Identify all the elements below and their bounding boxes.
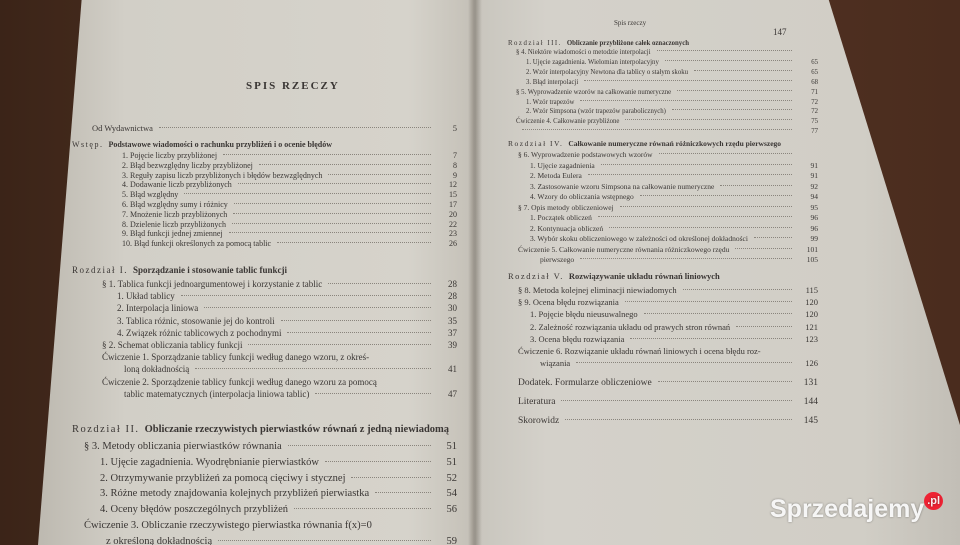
entry-title: 6. Błąd względny sumy i różnicy xyxy=(122,200,228,209)
entry-page: 23 xyxy=(449,229,457,239)
entry-title: 3. Błąd interpolacji xyxy=(526,78,579,86)
toc-entry[interactable] xyxy=(92,124,457,133)
entry-page: 52 xyxy=(446,472,457,484)
toc-entry[interactable] xyxy=(530,172,818,180)
entry-title: 1. Pojęcie liczby przybliżonej xyxy=(122,151,218,160)
leader-dots xyxy=(630,338,792,339)
entry-page: 20 xyxy=(449,209,457,219)
leader-dots xyxy=(565,419,792,420)
entry-page: 7 xyxy=(453,151,457,160)
toc-entry[interactable] xyxy=(102,378,457,388)
leader-dots xyxy=(580,100,792,101)
leader-dots xyxy=(658,381,792,382)
leader-dots xyxy=(184,193,431,194)
entry-title: 3. Tablica różnic, stosowanie jej do kontroli xyxy=(117,315,275,326)
toc-entry[interactable] xyxy=(526,108,818,115)
entry-title: 1. Pojęcie błędu nieusuwalnego xyxy=(530,309,638,320)
leader-dots xyxy=(625,119,792,120)
watermark-suffix: .pl xyxy=(924,492,943,510)
entry-title: Od Wydawnictwa xyxy=(92,123,153,133)
leader-dots xyxy=(609,227,792,228)
entry-page: 91 xyxy=(810,160,818,170)
chapter-title: Obliczanie przybliżone całek oznaczonych xyxy=(566,40,690,47)
leader-dots xyxy=(584,80,792,81)
entry-page: 105 xyxy=(806,255,818,264)
entry-title: § 6. Wyprowadzenie podstawowych wzorów xyxy=(518,150,653,159)
entry-title: § 5. Wyprowadzenie wzorów na całkowanie numeryczne xyxy=(516,88,672,96)
toc-entry[interactable] xyxy=(518,286,818,295)
entry-title: Ćwiczenie 2. Sporządzenie tablicy funkcji według danego wzoru za pomocą xyxy=(102,376,377,387)
entry-page: 72 xyxy=(811,98,818,106)
running-head: Spis rzeczy xyxy=(614,19,647,27)
entry-title: Ćwiczenie 1. Sporządzanie tablicy funkcji według danego wzoru, z okreś- xyxy=(102,352,370,363)
entry-page: 94 xyxy=(810,192,818,201)
entry-title: 2. Wzór Simpsona (wzór trapezów parabolicznych) xyxy=(526,108,666,116)
chapter-heading xyxy=(508,40,689,47)
entry-page: 26 xyxy=(449,239,457,249)
toc-entry[interactable] xyxy=(518,298,818,307)
leader-dots xyxy=(328,283,431,284)
toc-entry[interactable] xyxy=(100,504,457,516)
entry-page: 65 xyxy=(811,58,818,66)
entry-page: 30 xyxy=(448,303,457,314)
toc-entry[interactable] xyxy=(84,441,457,453)
leader-dots xyxy=(625,301,792,302)
leader-dots xyxy=(657,50,792,51)
entry-title: 3. Różne metody znajdowania kolejnych przybliżeń pierwiastka xyxy=(100,488,370,500)
leader-dots xyxy=(204,307,431,308)
leader-dots xyxy=(683,289,792,290)
chapter-heading xyxy=(72,266,287,276)
entry-title: 7. Mnożenie liczb przybliżonych xyxy=(122,209,228,219)
chapter-label: Rozdział III. xyxy=(508,40,562,47)
entry-title: 1. Ujęcie zagadnienia xyxy=(530,160,595,170)
entry-page: 47 xyxy=(448,388,457,399)
entry-page: 144 xyxy=(803,397,818,407)
chapter-title: Rozwiązywanie układu równań liniowych xyxy=(568,271,720,281)
watermark-brand: Sprzedajemy xyxy=(770,495,925,523)
toc-entry[interactable] xyxy=(530,214,818,222)
leader-dots xyxy=(644,313,792,314)
toc-entry[interactable] xyxy=(102,341,457,351)
toc-entry-continuation[interactable] xyxy=(106,536,457,545)
entry-page: 145 xyxy=(803,416,818,426)
leader-dots xyxy=(580,258,792,259)
entry-title: 3. Ocena błędu rozwiązania xyxy=(530,333,625,344)
leader-dots xyxy=(522,129,792,130)
leader-dots xyxy=(576,362,792,363)
entry-title: 2. Wzór interpolacyjny Newtona dla tablicy o stałym skoku xyxy=(526,68,689,76)
toc-entry[interactable] xyxy=(518,151,818,159)
leader-dots xyxy=(659,153,792,154)
leader-dots xyxy=(736,326,792,327)
book-gutter xyxy=(468,0,482,545)
entry-title-continuation: pierwszego xyxy=(540,255,575,264)
chapter-title: Sporządzanie i stosowanie tablic funkcji xyxy=(133,265,288,275)
watermark-logo xyxy=(770,495,943,524)
entry-page: 65 xyxy=(811,68,818,76)
entry-title: 1. Wzór trapezów xyxy=(526,98,575,106)
entry-title: Literatura xyxy=(518,397,556,407)
entry-page: 54 xyxy=(446,488,457,500)
leader-dots xyxy=(277,242,431,243)
entry-page: 96 xyxy=(810,223,818,233)
entry-title: 1. Układ tablicy xyxy=(117,291,175,302)
toc-entry[interactable] xyxy=(530,335,818,344)
toc-entry[interactable] xyxy=(526,59,818,66)
chapter-title: Podstawowe wiadomości o rachunku przybliżeń i o ocenie błędów xyxy=(108,140,332,149)
entry-title: 3. Reguły zapisu liczb przybliżonych i błędów bezwzględnych xyxy=(122,170,323,180)
toc-entry[interactable] xyxy=(122,181,457,190)
chapter-label: Rozdział II. xyxy=(72,424,140,435)
leader-dots xyxy=(181,295,431,296)
leader-dots xyxy=(232,223,431,224)
leader-dots xyxy=(287,332,431,333)
toc-entry[interactable] xyxy=(518,246,818,254)
entry-page: 77 xyxy=(811,128,818,136)
entry-page: 96 xyxy=(810,213,818,222)
leader-dots xyxy=(375,492,431,493)
entry-title: 2. Błąd bezwzględny liczby przybliżonej xyxy=(122,160,253,170)
toc-entry[interactable] xyxy=(516,49,818,56)
toc-entry[interactable] xyxy=(526,99,818,106)
entry-title: 3. Wybór skoku obliczeniowego w zależności od określonej dokładności xyxy=(530,234,748,243)
chapter-heading xyxy=(72,141,332,150)
entry-page: 28 xyxy=(448,279,457,289)
entry-page: 71 xyxy=(811,88,818,96)
chapter-heading xyxy=(508,272,720,281)
toc-entry-continuation[interactable] xyxy=(540,359,818,368)
toc-entry[interactable] xyxy=(518,416,818,426)
entry-page: 91 xyxy=(810,171,818,180)
toc-entry[interactable] xyxy=(100,457,457,469)
entry-title: 4. Dodawanie liczb przybliżonych xyxy=(122,180,232,190)
toc-entry[interactable] xyxy=(516,128,818,135)
entry-page: 121 xyxy=(805,321,818,332)
entry-title: 2. Interpolacja liniowa xyxy=(117,303,199,314)
leader-dots xyxy=(735,248,792,249)
chapter-heading xyxy=(72,424,449,436)
entry-title: § 1. Tablica funkcji jednoargumentowej i korzystanie z tablic xyxy=(102,279,323,289)
toc-entry[interactable] xyxy=(117,304,457,314)
entry-title: 9. Błąd funkcji jednej zmiennej xyxy=(122,229,223,239)
toc-entry[interactable] xyxy=(122,152,457,161)
entry-title: § 8. Metoda kolejnej eliminacji niewiadomych xyxy=(518,285,677,295)
toc-entry[interactable] xyxy=(84,520,457,532)
toc-entry[interactable] xyxy=(530,183,818,191)
leader-dots xyxy=(672,109,792,110)
chapter-title: Całkowanie numeryczne równań różniczkowych rzędu pierwszego xyxy=(568,139,782,148)
toc-entry[interactable] xyxy=(530,193,818,201)
leader-dots xyxy=(234,203,431,204)
entry-page: 123 xyxy=(805,333,818,344)
entry-title: Ćwiczenie 4. Całkowanie przybliżone xyxy=(516,118,620,126)
entry-page: 41 xyxy=(448,364,457,375)
toc-entry[interactable] xyxy=(530,323,818,332)
toc-entry[interactable] xyxy=(117,317,457,327)
leader-dots xyxy=(315,393,431,394)
leader-dots xyxy=(218,540,431,541)
toc-entry[interactable] xyxy=(526,79,818,86)
leader-dots xyxy=(601,164,792,165)
entry-page: 28 xyxy=(448,291,457,302)
entry-page: 51 xyxy=(446,456,457,468)
entry-title: 4. Wzory do obliczania wstępnego xyxy=(530,192,634,201)
entry-title: 4. Oceny błędów poszczególnych przybliżeń xyxy=(100,504,289,516)
entry-title-continuation: tablic matematycznych (interpolacja liniowa tablic) xyxy=(124,388,310,399)
toc-entry-continuation[interactable] xyxy=(540,256,818,264)
entry-title: § 7. Opis metody obliczeniowej xyxy=(518,202,614,212)
toc-entry[interactable] xyxy=(102,280,457,290)
leader-dots xyxy=(665,60,792,61)
entry-title: § 2. Schemat obliczania tablicy funkcji xyxy=(102,340,243,350)
toc-entry[interactable] xyxy=(530,162,818,170)
leader-dots xyxy=(694,70,792,71)
leader-dots xyxy=(248,344,431,345)
leader-dots xyxy=(233,213,431,214)
chapter-label: Wstęp. xyxy=(72,140,104,149)
toc-entry[interactable] xyxy=(518,378,818,388)
entry-title: 8. Dzielenie liczb przybliżonych xyxy=(122,219,226,229)
entry-page: 120 xyxy=(805,297,818,308)
entry-page: 68 xyxy=(811,78,818,86)
toc-entry[interactable] xyxy=(122,240,457,249)
entry-page: 75 xyxy=(811,118,818,126)
entry-title: 10. Błąd funkcji określonych za pomocą tablic xyxy=(122,239,272,249)
chapter-label: Rozdział V. xyxy=(508,271,564,281)
entry-page: 51 xyxy=(446,441,457,452)
leader-dots xyxy=(754,237,792,238)
leader-dots xyxy=(195,368,431,369)
leader-dots xyxy=(598,216,792,217)
toc-entry[interactable] xyxy=(117,329,457,339)
toc-entry[interactable] xyxy=(122,230,457,239)
entry-title: 2. Otrzymywanie przybliżeń za pomocą cięciwy i stycznej xyxy=(100,472,346,484)
leader-dots xyxy=(325,461,431,462)
entry-page: 9 xyxy=(453,170,457,180)
entry-title: § 3. Metody obliczania pierwiastków równania xyxy=(84,441,282,452)
entry-page: 59 xyxy=(446,535,457,545)
toc-entry[interactable] xyxy=(516,118,818,125)
leader-dots xyxy=(720,185,792,186)
toc-entry-continuation[interactable] xyxy=(124,365,457,375)
leader-dots xyxy=(288,445,431,446)
chapter-label: Rozdział IV. xyxy=(508,139,564,148)
entry-page: 101 xyxy=(806,244,818,254)
toc-entry[interactable] xyxy=(122,172,457,181)
leader-dots xyxy=(259,164,431,165)
leader-dots xyxy=(223,154,431,155)
entry-page: 15 xyxy=(449,190,457,200)
toc-entry[interactable] xyxy=(530,310,818,319)
toc-entry[interactable] xyxy=(122,191,457,200)
entry-title: Dodatek. Formularze obliczeniowe xyxy=(518,378,652,388)
entry-title: 2. Metoda Eulera xyxy=(530,171,582,180)
toc-entry[interactable] xyxy=(117,292,457,302)
entry-page: 72 xyxy=(811,108,818,116)
entry-page: 131 xyxy=(803,378,818,388)
toc-entry[interactable] xyxy=(122,211,457,220)
entry-page: 115 xyxy=(805,285,818,295)
entry-page: 99 xyxy=(810,234,818,243)
entry-title: 5. Błąd względny xyxy=(122,190,179,200)
entry-title: 2. Zależność rozwiązania układu od prawych stron równań xyxy=(530,321,731,332)
page-title: SPIS RZECZY xyxy=(246,80,340,92)
entry-page: 39 xyxy=(448,340,457,350)
entry-title: § 4. Niektóre wiadomości o metodzie interpolacji xyxy=(516,49,651,56)
entry-title-continuation: wiązania xyxy=(540,358,571,369)
toc-entry[interactable] xyxy=(122,162,457,171)
entry-page: 35 xyxy=(448,315,457,326)
toc-entry[interactable] xyxy=(100,488,457,500)
leader-dots xyxy=(561,400,792,401)
leader-dots xyxy=(238,183,431,184)
leader-dots xyxy=(281,320,431,321)
toc-entry[interactable] xyxy=(526,69,818,76)
entry-page: 12 xyxy=(449,180,457,190)
entry-page: 95 xyxy=(810,202,818,212)
leader-dots xyxy=(588,174,792,175)
leader-dots xyxy=(351,477,431,478)
toc-entry[interactable] xyxy=(100,473,457,485)
chapter-label: Rozdział I. xyxy=(72,265,128,275)
entry-page: 5 xyxy=(452,123,457,133)
leader-dots xyxy=(294,508,431,509)
leader-dots xyxy=(640,195,792,196)
entry-title: Ćwiczenie 3. Obliczanie rzeczywistego pierwiastka równania f(x)=0 xyxy=(84,520,372,531)
chapter-title: Obliczanie rzeczywistych pierwiastków równań z jedną niewiadomą xyxy=(144,424,450,435)
toc-entry[interactable] xyxy=(516,89,818,96)
entry-page: 17 xyxy=(449,200,457,209)
entry-title: Ćwiczenie 6. Rozwiązanie układu równań liniowych i ocena błędu roz- xyxy=(518,346,761,356)
toc-entry[interactable] xyxy=(122,201,457,210)
leader-dots xyxy=(159,127,431,128)
entry-page: 92 xyxy=(810,181,818,191)
leader-dots xyxy=(620,206,792,207)
page-number: 147 xyxy=(773,27,787,37)
entry-page: 126 xyxy=(805,358,818,369)
toc-entry[interactable] xyxy=(530,235,818,243)
entry-title: 1. Ujęcie zagadnienia. Wielomian interpolacyjny xyxy=(526,58,659,66)
entry-title: 1. Ujęcie zagadnienia. Wyodrębnianie pierwiastków xyxy=(100,456,320,468)
entry-title: Ćwiczenie 5. Całkowanie numeryczne równania różniczkowego rzędu xyxy=(518,244,730,254)
entry-title-continuation: z określoną dokładnością xyxy=(106,535,213,545)
entry-page: 37 xyxy=(448,327,457,338)
entry-page: 120 xyxy=(805,309,818,320)
toc-entry[interactable] xyxy=(102,353,457,363)
toc-entry[interactable] xyxy=(530,225,818,233)
entry-title: 2. Kontynuacja obliczeń xyxy=(530,223,604,233)
entry-title: 1. Początek obliczeń xyxy=(530,213,592,222)
toc-entry-continuation[interactable] xyxy=(124,390,457,400)
toc-entry[interactable] xyxy=(518,347,818,356)
toc-entry[interactable] xyxy=(122,221,457,230)
entry-page: 22 xyxy=(449,219,457,229)
entry-title-continuation: loną dokładnością xyxy=(124,364,190,375)
entry-title: § 9. Ocena błędu rozwiązania xyxy=(518,297,619,308)
entry-page: 8 xyxy=(453,160,457,170)
leader-dots xyxy=(328,174,431,175)
chapter-heading xyxy=(508,140,781,148)
entry-page: 56 xyxy=(446,504,457,516)
toc-entry[interactable] xyxy=(518,397,818,407)
toc-entry[interactable] xyxy=(518,204,818,212)
entry-title: 4. Związek różnic tablicowych z pochodnymi xyxy=(117,327,282,338)
entry-title: 3. Zastosowanie wzoru Simpsona na całkowanie numeryczne xyxy=(530,181,715,191)
entry-title: Skorowidz xyxy=(518,416,560,426)
leader-dots xyxy=(677,90,792,91)
leader-dots xyxy=(229,232,431,233)
